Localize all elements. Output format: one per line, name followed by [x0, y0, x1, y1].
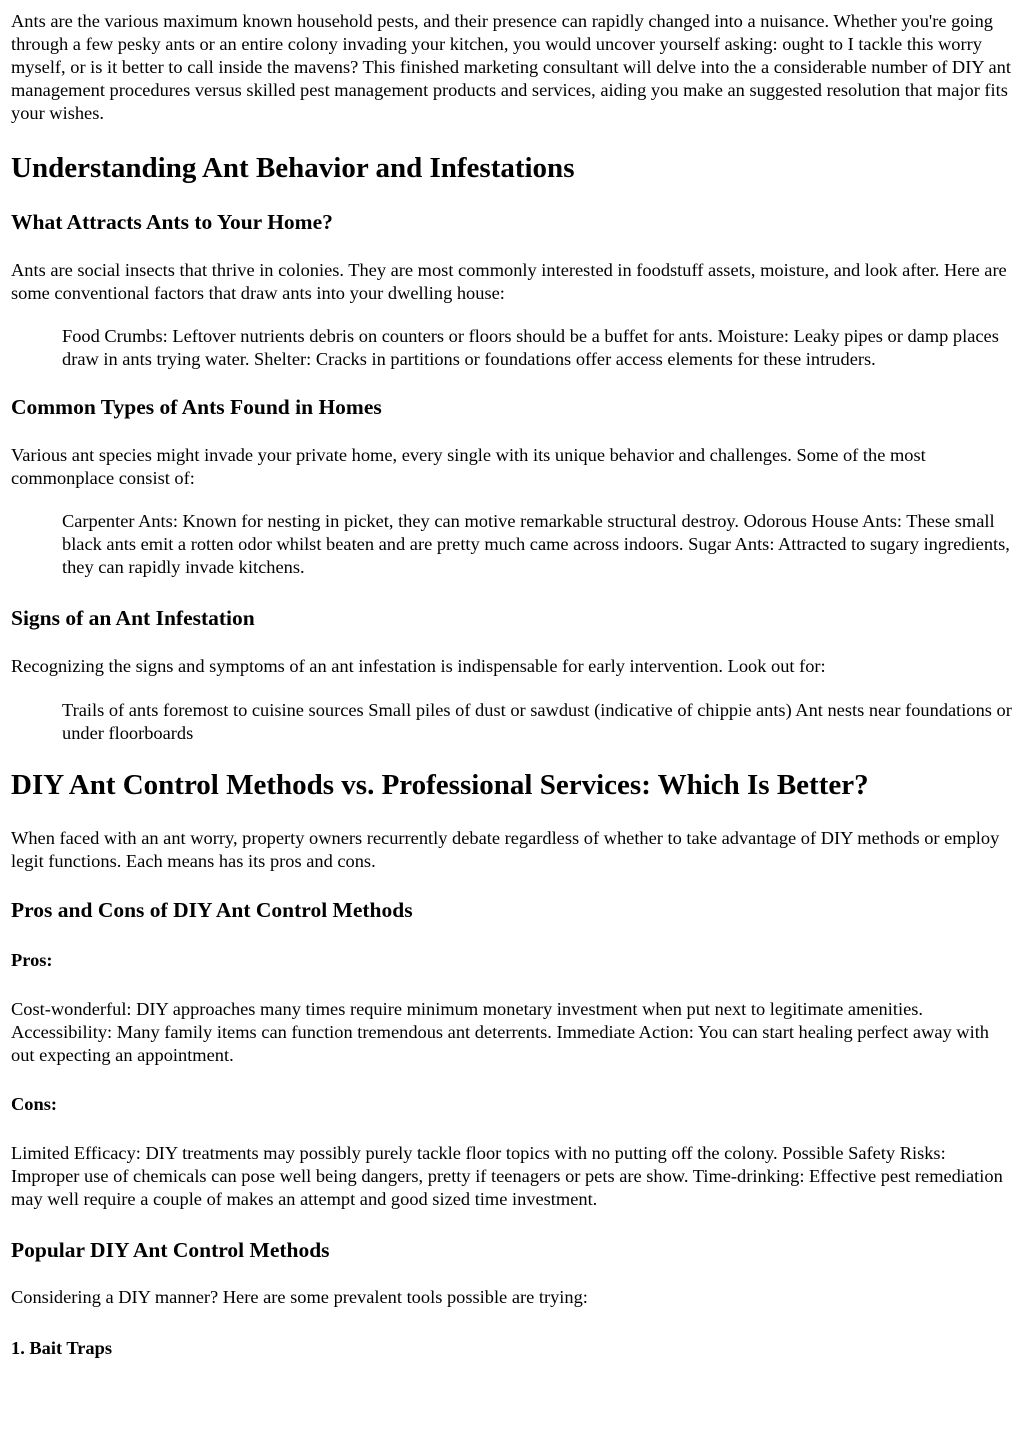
heading-cons: Cons: [11, 1094, 57, 1114]
heading-types: Common Types of Ants Found in Homes [11, 395, 382, 419]
paragraph-signs: Recognizing the signs and symptoms of an ant infestation is indispensable for early intervention. Look out for: [11, 656, 826, 676]
heading-understanding: Understanding Ant Behavior and Infestations [11, 152, 575, 184]
paragraph-popular: Considering a DIY manner? Here are some prevalent tools possible are trying: [11, 1287, 588, 1307]
paragraph-cons: Limited Efficacy: DIY treatments may possibly purely tackle floor topics with no putting off the colony. Possible Safety Risks: Improper use of chemicals can pose well being dangers, pretty if teenagers or pets are show. Time-drinking: Effective pest remediation may well require a couple of makes an attempt and good sized time investment. [11, 1143, 1003, 1209]
paragraph-diy-vs-pro: When faced with an ant worry, property owners recurrently debate regardless of whether to take advantage of DIY methods or employ legit functions. Each means has its pros and cons. [11, 828, 1000, 871]
paragraph-attracts: Ants are social insects that thrive in colonies. They are most commonly interested in foodstuff assets, moisture, and look after. Here are some conventional factors that draw ants into your dwelling house: [11, 260, 1007, 303]
heading-popular: Popular DIY Ant Control Methods [11, 1238, 330, 1262]
paragraph-types: Various ant species might invade your private home, every single with its unique behavior and challenges. Some of the most commonplace consist of: [11, 445, 926, 488]
paragraph-pros: Cost-wonderful: DIY approaches many times require minimum monetary investment when put next to legitimate amenities. Accessibility: Many family items can function tremendous ant deterrents. Immediate Action: You can start healing perfect away with out expecting an appointment. [11, 999, 990, 1065]
heading-diy-vs-pro: DIY Ant Control Methods vs. Professional Services: Which Is Better? [11, 769, 869, 801]
quote-attracts: Food Crumbs: Leftover nutrients debris on counters or floors should be a buffet for ants. Moisture: Leaky pipes or damp places draw in ants trying water. Shelter: Cracks in partitions or foundations offer access elements for these intruders. [62, 326, 999, 369]
quote-types: Carpenter Ants: Known for nesting in picket, they can motive remarkable structural destroy. Odorous House Ants: These small black ants emit a rotten odor whilst beaten and are pretty much came across indoors. Sugar Ants: Attracted to sugary ingredients, they can rapidly invade kitchens. [62, 511, 1010, 577]
heading-pros: Pros: [11, 950, 53, 970]
quote-signs: Trails of ants foremost to cuisine sources Small piles of dust or sawdust (indicative of chippie ants) Ant nests near foundations or under floorboards [62, 700, 1012, 743]
heading-bait-traps: 1. Bait Traps [11, 1338, 112, 1358]
heading-pros-cons: Pros and Cons of DIY Ant Control Methods [11, 898, 413, 922]
intro-paragraph: Ants are the various maximum known household pests, and their presence can rapidly changed into a nuisance. Whether you're going through a few pesky ants or an entire colony invading your kitchen, you would uncover yourself asking: ought to I tackle this worry myself, or is it better to call inside the mavens? This finished marketing consultant will delve into the a considerable number of DIY ant management procedures versus skilled pest management products and services, aiding you make an suggested resolution that major fits your wishes. [11, 11, 1011, 123]
heading-signs: Signs of an Ant Infestation [11, 606, 255, 630]
heading-attracts: What Attracts Ants to Your Home? [11, 210, 333, 234]
